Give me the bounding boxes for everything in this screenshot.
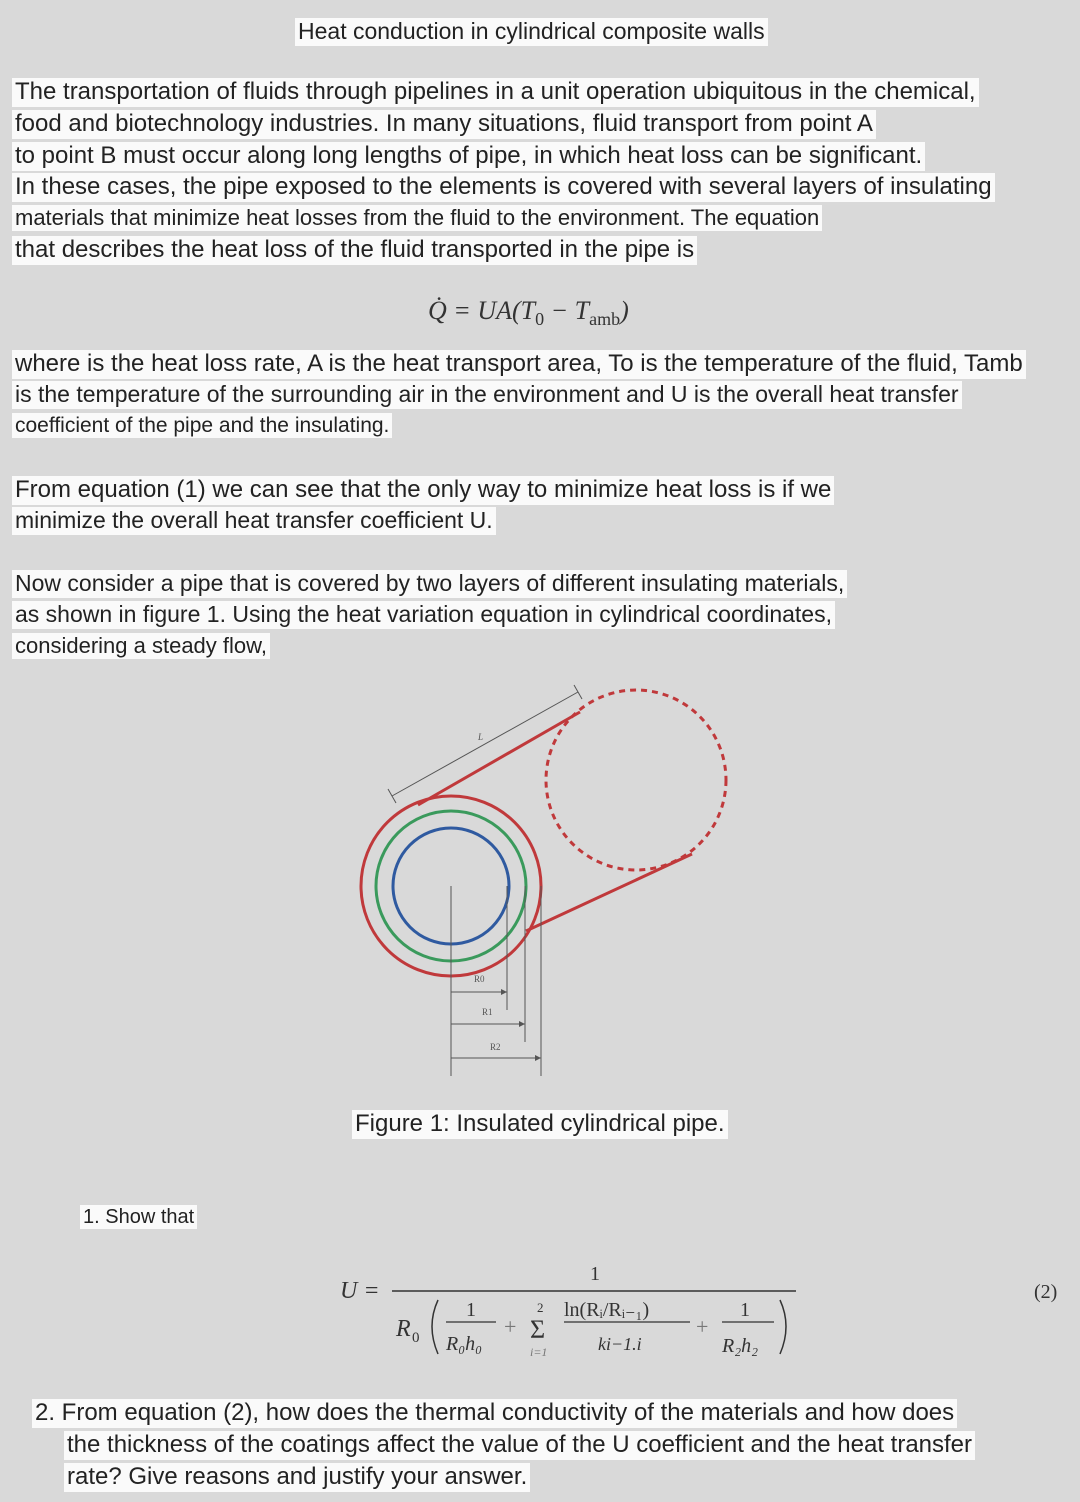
where-line-3: coefficient of the pipe and the insulating. [12, 413, 392, 438]
page-title: Heat conduction in cylindrical composite walls [295, 18, 768, 46]
eq2-left-paren [432, 1300, 438, 1354]
eq2-t1-den: R₀h₀ [446, 1333, 483, 1355]
equation-2 [330, 1250, 1070, 1370]
where-line-2: is the temperature of the surrounding air in the environment and U is the overall heat transfer [12, 381, 962, 409]
intro-line-5: materials that minimize heat losses from the fluid to the environment. The equation [12, 205, 822, 231]
r2-label: R2 [490, 1042, 501, 1052]
now-line-2: as shown in figure 1. Using the heat variation equation in cylindrical coordinates, [12, 601, 835, 629]
intro-line-1: The transportation of fluids through pipelines in a unit operation ubiquitous in the chemical, [12, 78, 979, 107]
now-line-1: Now consider a pipe that is covered by two layers of different insulating materials, [12, 570, 847, 598]
question-2-line-2: the thickness of the coatings affect the value of the U coefficient and the heat transfer [64, 1431, 975, 1460]
eq2-plus-2: + [696, 1314, 709, 1339]
eq2-t3-den: R₂h₂ [722, 1335, 759, 1357]
eq2-r0: R [396, 1316, 411, 1342]
insulated-pipe-figure [340, 680, 740, 1090]
eq2-right-paren [780, 1300, 786, 1354]
from-line-1: From equation (1) we can see that the only way to minimize heat loss is if we [12, 476, 834, 505]
intro-line-3: to point B must occur along long lengths of pipe, in which heat loss can be significant. [12, 142, 925, 171]
eq2-t2-den: ki−1.i [598, 1334, 642, 1354]
intro-line-4: In these cases, the pipe exposed to the elements is covered with several layers of insulating [12, 173, 995, 202]
r0-label: R0 [474, 974, 485, 984]
question-1: 1. Show that [80, 1205, 197, 1229]
eq2-sum-symbol: Σ [530, 1315, 546, 1344]
eq2-lhs: U = [340, 1278, 380, 1304]
r1-label: R1 [482, 1007, 493, 1017]
eq2-numerator: 1 [590, 1263, 600, 1285]
eq2-sum-bottom: i=1 [530, 1345, 548, 1359]
intro-line-2: food and biotechnology industries. In many situations, fluid transport from point A [12, 110, 876, 139]
eq2-number: (2) [1034, 1281, 1058, 1303]
eq2-t1-num: 1 [466, 1299, 476, 1321]
eq2-plus-1: + [504, 1314, 517, 1339]
figure-caption: Figure 1: Insulated cylindrical pipe. [352, 1110, 728, 1139]
from-line-2: minimize the overall heat transfer coefficient U. [12, 507, 496, 535]
eq2-t3-num: 1 [740, 1299, 750, 1321]
now-line-3: considering a steady flow, [12, 633, 270, 659]
question-2-line-1: 2. From equation (2), how does the thermal conductivity of the materials and how does [32, 1399, 957, 1428]
where-line-1: where is the heat loss rate, A is the heat transport area, To is the temperature of the fluid, Tamb [12, 350, 1026, 379]
intro-line-6: that describes the heat loss of the fluid transported in the pipe is [12, 236, 697, 265]
eq2-t2-num: ln(Rᵢ/Rᵢ₋₁) [564, 1299, 650, 1321]
eq2-r0-sub: 0 [412, 1330, 420, 1346]
question-2-line-3: rate? Give reasons and justify your answer. [64, 1463, 530, 1492]
equation-1: Q̇ = $UA(T_0 - T_{amb})$ [428, 296, 629, 330]
eq2-sum-top: 2 [537, 1300, 544, 1315]
length-label: L [478, 732, 484, 742]
